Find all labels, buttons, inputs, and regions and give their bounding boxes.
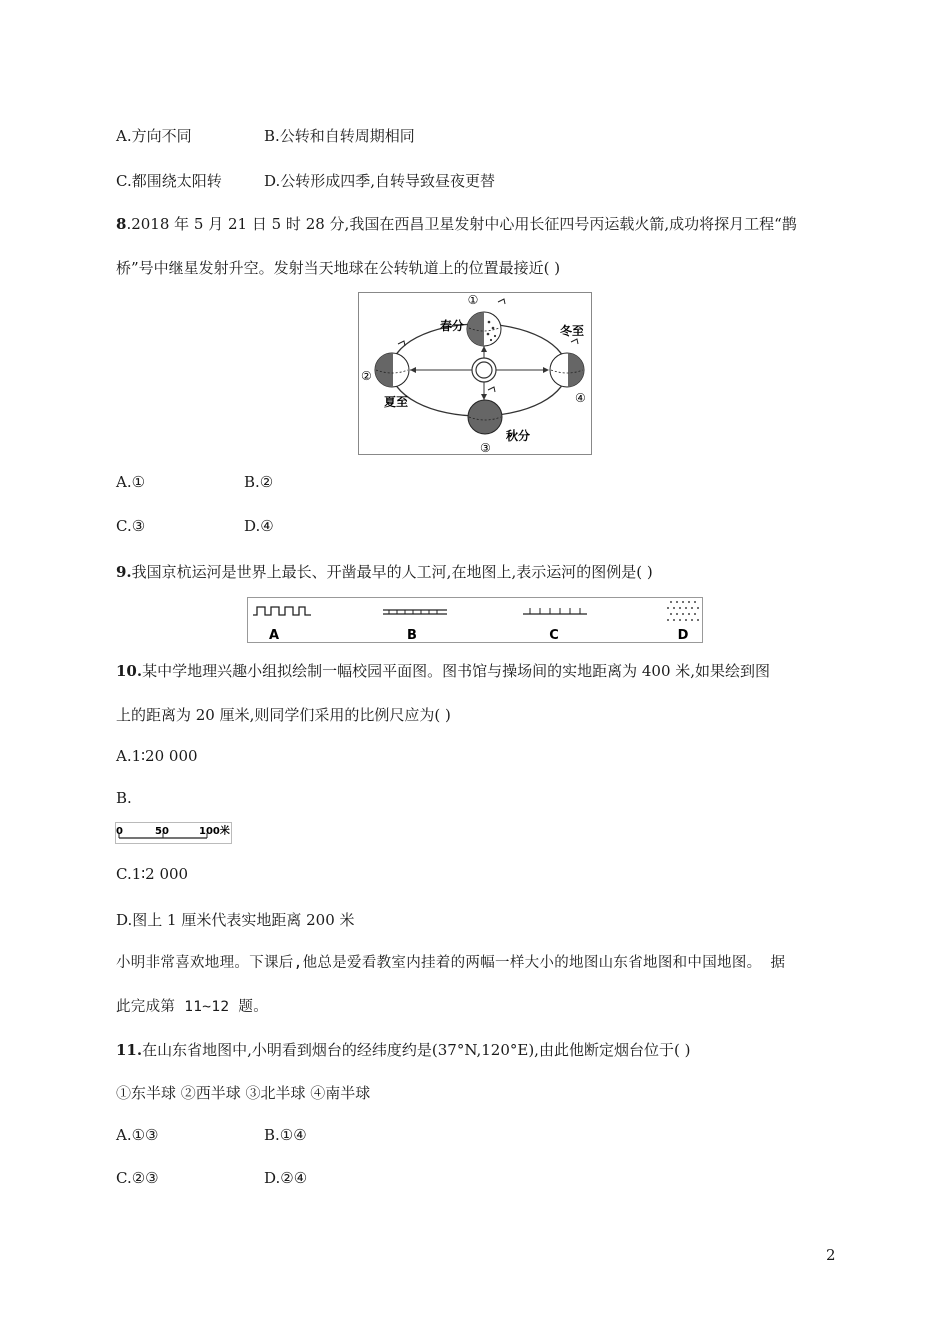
label-winter: 冬至: [560, 324, 585, 338]
label-summer: 夏至: [384, 395, 409, 409]
q7-option-d: D.公转形成四季,自转导致昼夜更替: [264, 172, 496, 190]
q10-option-d: D.图上 1 厘米代表实地距离 200 米: [116, 911, 355, 929]
legend-label-a: A: [268, 628, 280, 643]
q9-text: 我国京杭运河是世界上最长、开凿最早的人工河,在地图上,表示运河的图例是( ): [131, 563, 653, 581]
q11-stem: [116, 1039, 690, 1060]
earth-position-4: [550, 353, 585, 387]
q10-option-b: B.: [116, 789, 132, 807]
label-position-4: ④: [575, 391, 586, 405]
q11-option-c: C.②③: [116, 1169, 159, 1187]
q11-choices: ①东半球 ②西半球 ③北半球 ④南半球: [116, 1084, 371, 1102]
q8-stem-line2: 桥”号中继星发射升空。发射当天地球在公转轨道上的位置最接近( ): [116, 259, 561, 277]
q10-option-c: C.1∶2 000: [116, 865, 189, 883]
label-spring: 春分: [440, 319, 465, 333]
q11-text: 在山东省地图中,小明看到烟台的经纬度约是(37°N,120°E),由此他断定烟台位于( ): [142, 1041, 691, 1059]
q7-option-b: B.公转和自转周期相同: [264, 127, 415, 145]
legend-label-c: C: [549, 628, 559, 643]
scale-tick-0: 0: [116, 826, 123, 837]
q8-option-a: A.①: [116, 473, 146, 491]
intro-line1: 小明非常喜欢地理。下课后,他总是爱看教室内挂着的两幅一样大小的地图山东省地图和中国地图。 据: [116, 955, 786, 971]
label-position-3: ③: [480, 441, 491, 455]
map-legend-options: [247, 597, 703, 643]
earth-position-3: [468, 400, 502, 434]
line-scale-bar: [115, 822, 232, 844]
scale-tick-100: 100米: [199, 826, 230, 837]
sun-icon: [472, 358, 496, 382]
q8-option-b: B.②: [244, 473, 274, 491]
q7-option-a: A.方向不同: [116, 127, 192, 145]
q11-option-a: A.①③: [116, 1126, 159, 1144]
q10-option-a: A.1∶20 000: [116, 747, 198, 765]
label-position-1: ①: [467, 293, 479, 307]
q8-option-c: C.③: [116, 517, 146, 535]
q11-option-b: B.①④: [264, 1126, 307, 1144]
q9-number: 9.: [116, 563, 132, 581]
q11-number: 11.: [116, 1041, 143, 1059]
q10-stem-line1: [116, 660, 770, 681]
label-autumn: 秋分: [506, 429, 531, 443]
q10-stem-line2: 上的距离为 20 厘米,则同学们采用的比例尺应为( ): [116, 706, 451, 724]
q10-text1: 某中学地理兴趣小组拟绘制一幅校园平面图。图书馆与操场间的实地距离为 400 米,如果绘到图: [142, 662, 771, 680]
q7-option-c: C.都围绕太阳转: [116, 172, 222, 190]
earth-position-2: [375, 353, 409, 387]
scale-tick-50: 50: [155, 826, 169, 837]
q8-option-d: D.④: [244, 517, 274, 535]
q8-text1: .2018 年 5 月 21 日 5 时 28 分,我国在西昌卫星发射中心用长征四号丙运载火箭,成功将探月工程“鹊: [126, 215, 797, 233]
q8-stem-line1: [116, 213, 797, 234]
legend-label-b: B: [407, 628, 417, 643]
legend-label-d: D: [677, 628, 689, 643]
q8-number: 8: [116, 215, 127, 233]
q10-number: 10.: [116, 662, 143, 680]
intro-line2: 此完成第 11~12 题。: [116, 999, 269, 1015]
earth-position-1: [467, 312, 501, 346]
earth-orbit-diagram: [358, 292, 592, 455]
q9-stem: [116, 561, 653, 582]
q11-option-d: D.②④: [264, 1169, 308, 1187]
label-position-2: ②: [361, 369, 372, 383]
page-number: 2: [826, 1246, 836, 1264]
